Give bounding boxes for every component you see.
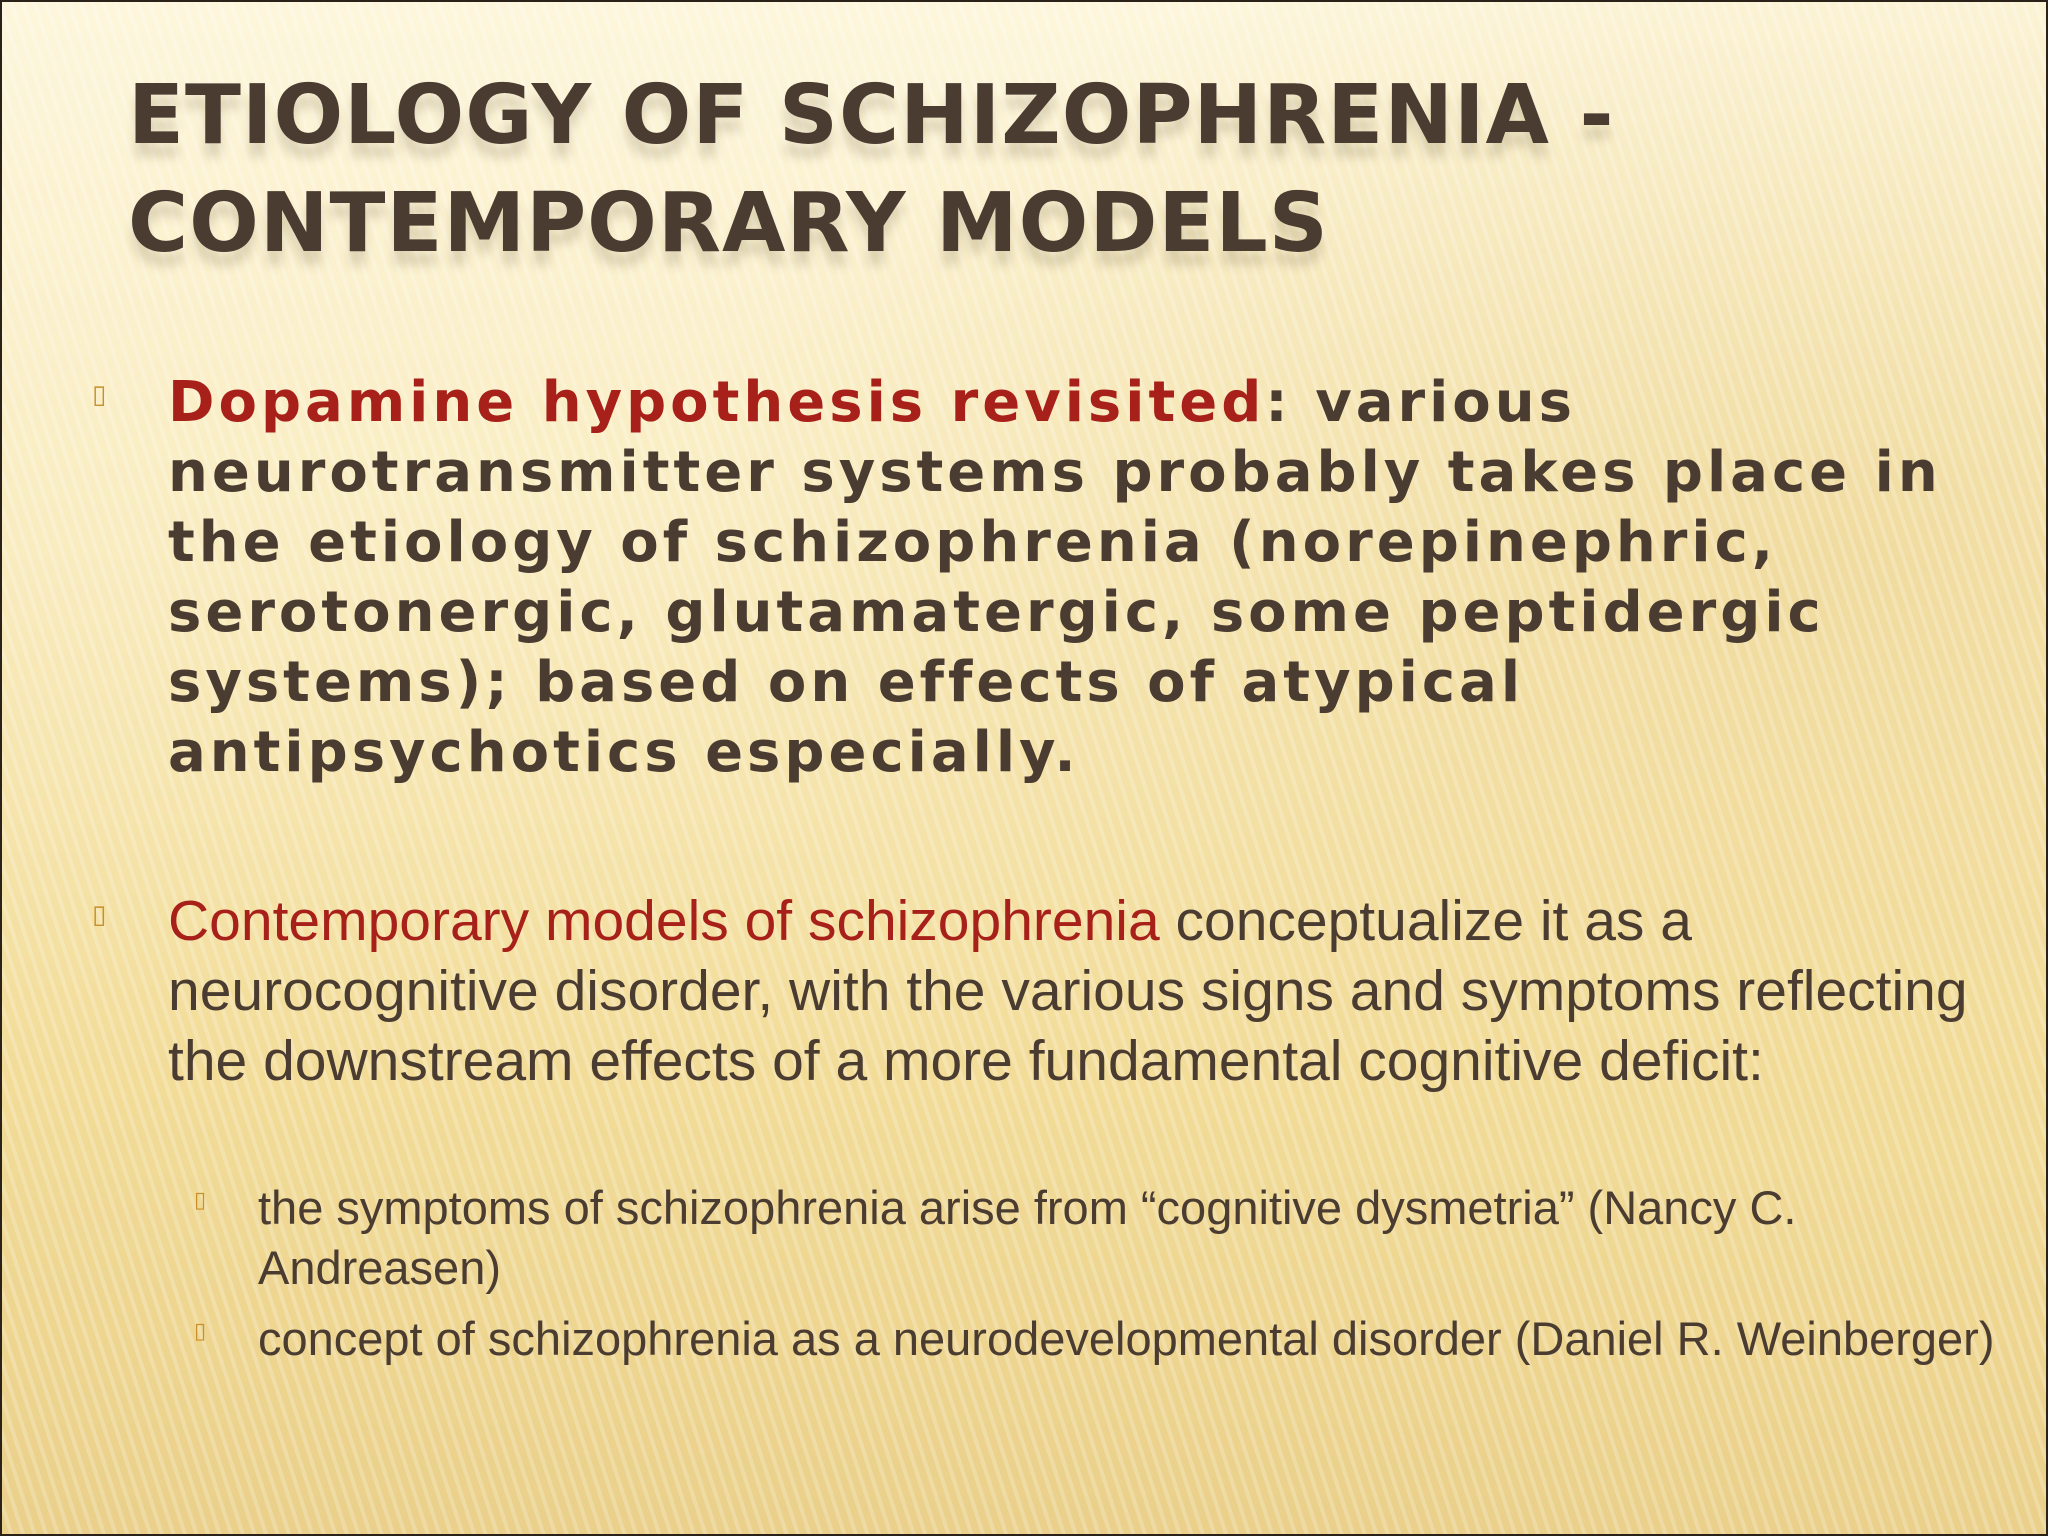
sub-bullet-marker-1: ▯ <box>194 1188 207 1213</box>
bullet-contemporary-models <box>168 886 1998 1096</box>
title-line-1: ETIOLOGY OF SCHIZOPHRENIA - <box>128 68 1615 163</box>
contemporary-models-text: conceptualize it as a neurocognitive disorder, with the various signs and symptoms reflecting the downstream effects of a more fundamental cognitive deficit: <box>168 889 1968 1093</box>
bullet-dopamine-hypothesis <box>168 368 1998 788</box>
dopamine-hypothesis-heading: Dopamine hypothesis revisited <box>168 370 1266 435</box>
bullet-marker-1: ▯ <box>92 380 107 410</box>
sub-item-neurodevelopmental: concept of schizophrenia as a neurodevelopmental disorder (Daniel R. Weinberger) <box>258 1312 1995 1365</box>
bullet-list <box>2 2 2048 1536</box>
bullet-marker-2: ▯ <box>92 900 107 930</box>
contemporary-models-heading: Contemporary models of schizophrenia <box>168 889 1160 953</box>
sub-item-cognitive-dysmetria: the symptoms of schizophrenia arise from “cognitive dysmetria” (Nancy C. Andreasen) <box>258 1181 1797 1294</box>
dopamine-hypothesis-text: : various neurotransmitter systems probably takes place in the etiology of schizophrenia (norepinephric, serotonergic, glutamatergic, some peptidergic systems); based on effects of atypical antipsychotics especially. <box>168 370 1942 785</box>
title-line-2: CONTEMPORARY MODELS <box>128 176 1329 271</box>
sub-bullet-marker-2: ▯ <box>194 1319 207 1344</box>
